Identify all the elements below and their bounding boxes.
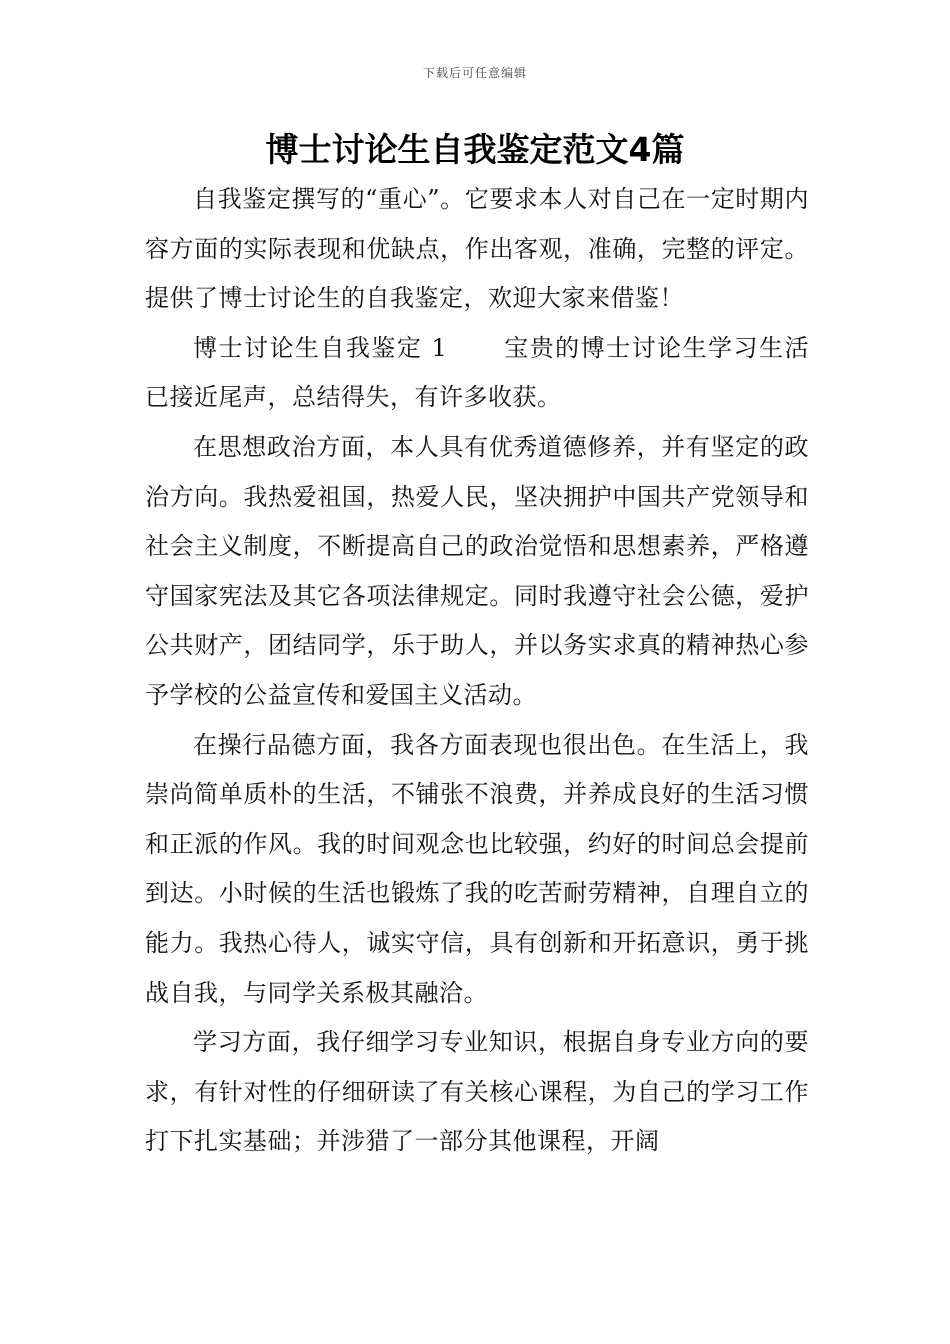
intro-paragraph: 自我鉴定撰写的“重心”。它要求本人对自己在一定时期内容方面的实际表现和优缺点，作出客观，准确，完整的评定。提供了博士讨论生的自我鉴定，欢迎大家来借鉴！ [145, 185, 809, 313]
page-header-note: 下载后可任意编辑 [422, 66, 527, 80]
section-1-paragraph [145, 324, 809, 423]
document-body [145, 175, 809, 1167]
paragraph-study: 学习方面，我仔细学习专业知识，根据自身专业方向的要求，有针对性的仔细研读了有关核心课程，为自己的学习工作打下扎实基础；并涉猎了一部分其他课程，开阔 [145, 1028, 809, 1156]
section-1-label: 博士讨论生自我鉴定 1 [193, 333, 448, 362]
section-1-text: 宝贵的博士讨论生学习生活已接近尾声，总结得失，有许多收获。 [145, 333, 809, 412]
paragraph-conduct: 在操行品德方面，我各方面表现也很出色。在生活上，我崇尚简单质朴的生活，不铺张不浪费，并养成良好的生活习惯和正派的作风。我的时间观念也比较强，约好的时间总会提前到达。小时候的生活也锻炼了我的吃苦耐劳精神，自理自立的能力。我热心待人，诚实守信，具有创新和开拓意识，勇于挑战自我，与同学关系极其融洽。 [145, 730, 809, 1007]
document-title: 博士讨论生自我鉴定范文4篇 [265, 130, 685, 169]
paragraph-politics: 在思想政治方面，本人具有优秀道德修养，并有坚定的政治方向。我热爱祖国，热爱人民，坚决拥护中国共产党领导和社会主义制度，不断提高自己的政治觉悟和思想素养，严格遵守国家宪法及其它各项法律规定。同时我遵守社会公德，爱护公共财产，团结同学，乐于助人，并以务实求真的精神热心参予学校的公益宣传和爱国主义活动。 [145, 432, 809, 709]
